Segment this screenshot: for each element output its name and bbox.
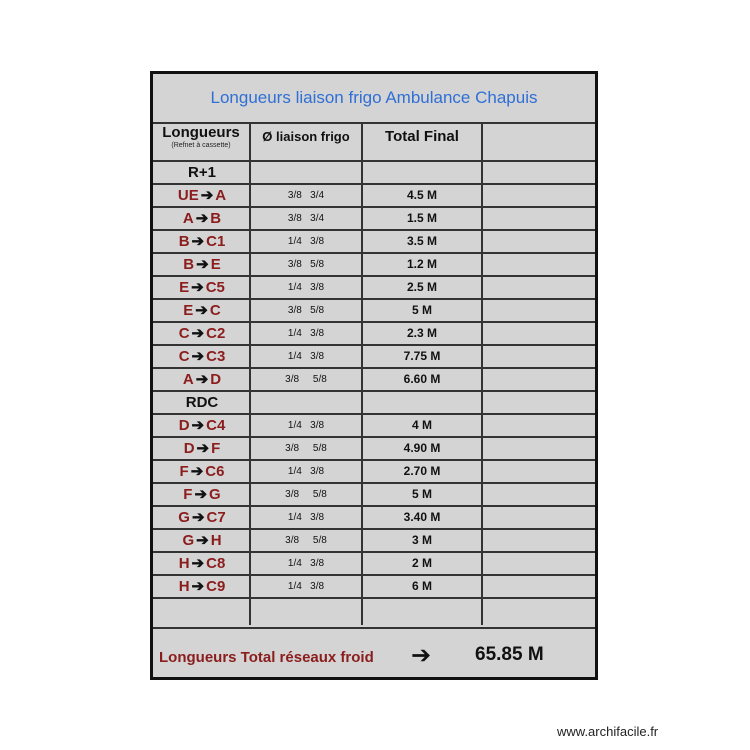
length-table [150,71,598,680]
segment-label [155,185,249,206]
segment-label [155,231,249,252]
diameter-cell: 3/8 5/8 [285,443,327,454]
segment-label [155,208,249,229]
diameter-cell: 3/8 3/4 [287,190,325,201]
table-row [153,415,595,438]
table-row [153,484,595,507]
diameter-cell: 3/8 3/4 [287,213,325,224]
segment-label [155,254,249,275]
arrow-right-icon: ➔ [191,509,205,526]
segment-to: G [209,486,221,503]
segment-to: C8 [206,555,226,572]
segment-to: F [211,440,221,457]
arrow-right-icon: ➔ [191,578,205,595]
arrow-right-icon: ➔ [196,256,209,273]
segment-to: D [210,371,222,388]
length-cell: 1.2 M [406,257,437,271]
table-row [153,553,595,576]
diameter-cell: 1/4 3/8 [287,420,325,431]
segment-from: D [178,417,190,434]
header-total-final: Total Final [385,128,459,145]
diameter-cell: 1/4 3/8 [287,328,325,339]
segment-to: C5 [205,279,225,296]
arrow-right-icon: ➔ [191,233,205,250]
segment-from: F [183,486,193,503]
segment-to: C1 [206,233,226,250]
table-row [153,530,595,553]
length-cell: 6.60 M [403,372,441,386]
table-row [153,507,595,530]
diameter-cell: 1/4 3/8 [287,351,325,362]
segment-from: UE [177,187,199,204]
segment-from: A [182,210,194,227]
segment-to: B [210,210,222,227]
arrow-right-icon: ➔ [411,642,432,669]
table-row [153,185,595,208]
diameter-cell: 1/4 3/8 [287,236,325,247]
segment-to: H [210,532,222,549]
segment-to: E [210,256,221,273]
segment-label [155,553,249,574]
diameter-cell: 1/4 3/8 [287,558,325,569]
segment-label [155,323,249,344]
section-row [153,392,595,415]
segment-to: C7 [206,509,226,526]
length-cell: 4.5 M [406,188,437,202]
table-row [153,461,595,484]
table-row [153,231,595,254]
segment-to: C6 [205,463,225,480]
segment-from: G [178,509,190,526]
arrow-right-icon: ➔ [191,555,205,572]
section-label: RDC [185,394,219,411]
segment-from: A [182,371,194,388]
table-row [153,323,595,346]
diameter-cell: 1/4 3/8 [287,466,325,477]
length-cell: 3.40 M [403,510,441,524]
segment-from: D [183,440,195,457]
header-empty [483,122,595,162]
arrow-right-icon: ➔ [191,417,205,434]
arrow-right-icon: ➔ [195,210,209,227]
length-cell: 3 M [411,533,432,547]
diameter-cell: 3/8 5/8 [287,259,325,270]
segment-label [155,300,249,321]
length-cell: 5 M [411,487,432,501]
table-row [153,346,595,369]
diameter-cell: 1/4 3/8 [287,512,325,523]
length-cell: 6 M [411,579,432,593]
table-row [153,576,595,599]
segment-from: C [178,325,190,342]
watermark: www.archifacile.fr [557,724,659,739]
segment-from: B [178,233,190,250]
segment-to: C9 [206,578,226,595]
header-diameter: Ø liaison frigo [262,129,350,144]
arrow-right-icon: ➔ [195,302,208,319]
total-footer [153,627,595,679]
segment-from: G [182,532,195,549]
total-label: Longueurs Total réseaux froid [159,649,374,666]
segment-to: C3 [206,348,226,365]
segment-from: E [183,302,194,319]
diameter-cell: 3/8 5/8 [285,489,327,500]
length-cell: 1.5 M [406,211,437,225]
table-row [153,438,595,461]
arrow-right-icon: ➔ [196,440,210,457]
length-cell: 3.5 M [406,234,437,248]
segment-to: A [215,187,227,204]
header-longueurs-label: Longueurs [162,124,240,141]
length-cell: 2.70 M [403,464,441,478]
section-label: R+1 [188,164,216,181]
table-title: Longueurs liaison frigo Ambulance Chapuis [153,74,595,124]
segment-label [155,576,249,597]
segment-label [155,461,249,482]
segment-label [155,530,249,551]
arrow-right-icon: ➔ [200,187,214,204]
section-row [153,162,595,185]
segment-label [155,346,249,367]
segment-to: C2 [206,325,226,342]
diameter-cell: 3/8 5/8 [285,374,327,385]
arrow-right-icon: ➔ [191,279,204,296]
segment-from: F [179,463,189,480]
segment-label [155,415,249,436]
arrow-right-icon: ➔ [191,325,205,342]
length-cell: 4 M [411,418,432,432]
segment-label [155,369,249,390]
segment-to: C4 [206,417,226,434]
table-row [153,277,595,300]
segment-label [155,507,249,528]
segment-to: C [209,302,221,319]
arrow-right-icon: ➔ [194,486,208,503]
diameter-cell: 1/4 3/8 [287,581,325,592]
table-row [153,254,595,277]
segment-label [155,277,249,298]
length-cell: 4.90 M [403,441,441,455]
segment-label [155,438,249,459]
total-value: 65.85 M [475,644,544,665]
segment-from: E [179,279,190,296]
diameter-cell: 3/8 5/8 [287,305,325,316]
arrow-right-icon: ➔ [191,348,205,365]
segment-from: B [183,256,195,273]
arrow-right-icon: ➔ [195,371,209,388]
length-cell: 2.3 M [406,326,437,340]
table-row [153,369,595,392]
segment-from: H [178,555,190,572]
header-longueurs-sublabel: (Refnet à cassette) [171,142,231,149]
length-cell: 2 M [411,556,432,570]
table-row [153,300,595,323]
diameter-cell: 1/4 3/8 [287,282,325,293]
arrow-right-icon: ➔ [196,532,209,549]
table-row [153,208,595,231]
segment-from: H [178,578,190,595]
length-cell: 7.75 M [403,349,441,363]
length-cell: 2.5 M [406,280,437,294]
segment-label [155,484,249,505]
segment-from: C [178,348,190,365]
header-longueurs [153,122,249,162]
length-cell: 5 M [411,303,432,317]
arrow-right-icon: ➔ [190,463,204,480]
diameter-cell: 3/8 5/8 [285,535,327,546]
